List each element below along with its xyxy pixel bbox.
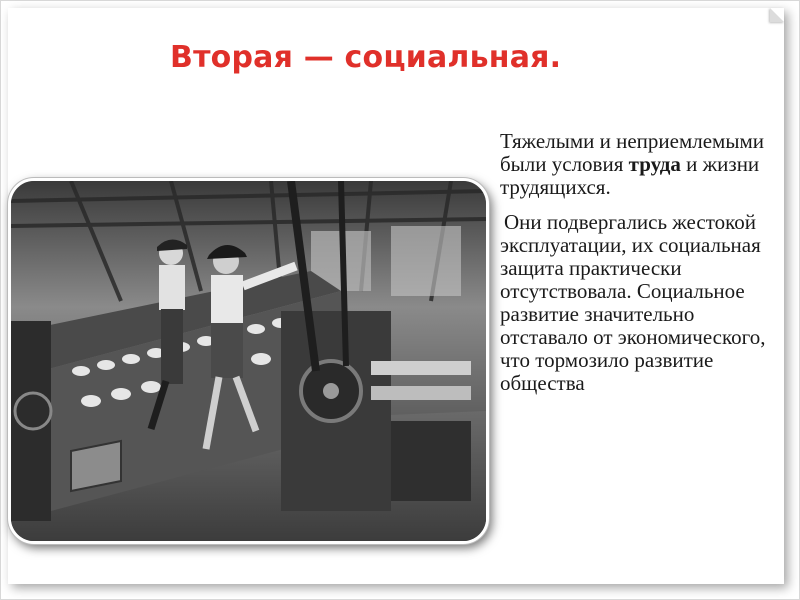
page-corner-fold [770, 8, 784, 22]
child-labor-factory-photo [8, 178, 489, 544]
paragraph-1 [500, 130, 770, 199]
factory-photo-illustration [11, 181, 486, 541]
paragraph-1-bold-word: труда [628, 152, 681, 176]
slide-body-text [500, 130, 770, 395]
paragraph-1-end: и жизни трудящихся. [500, 152, 760, 199]
paragraph-1-start: Тяжелыми и неприемлемыми были условия [500, 129, 764, 176]
paragraph-2: Они подвергались жестокой эксплуатации, их социальная защита практически отсутствовала. Социальное развитие значительно отставало от экономического, что тормозило развитие общества [500, 210, 766, 395]
slide-title: Вторая — социальная. [170, 40, 562, 75]
